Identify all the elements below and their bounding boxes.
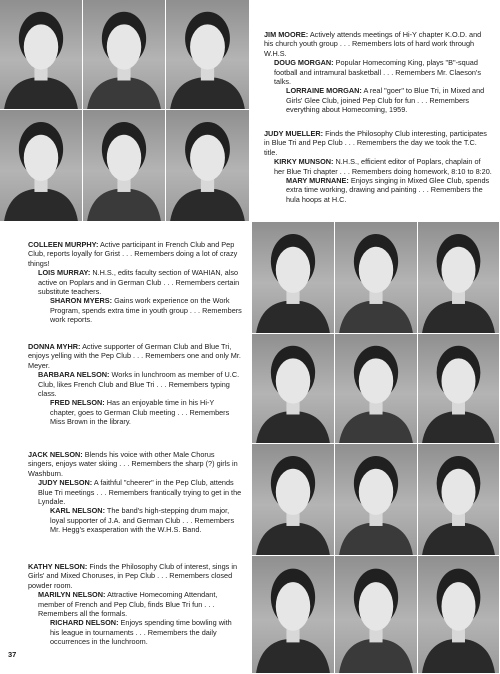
portrait-silhouette bbox=[0, 0, 82, 109]
text-block-left-2 bbox=[28, 342, 242, 427]
bio-entry: DONNA MYHR: Active supporter of German Club and Blue Tri, enjoys yelling with the Pep Club . . . Remembers one and only Mr. Meyer. bbox=[28, 342, 241, 370]
portrait-photo-12 bbox=[418, 334, 500, 444]
portrait-silhouette bbox=[335, 556, 417, 673]
page-number: 37 bbox=[8, 650, 17, 659]
portrait-silhouette bbox=[166, 110, 249, 221]
portrait-photo-3 bbox=[166, 0, 250, 110]
bio-entry: BARBARA NELSON: Works in lunchroom as member of U.C. Club, likes French Club and Blue Tri . . . Remembers typing class. bbox=[38, 370, 240, 399]
portrait-photo-5 bbox=[83, 110, 166, 222]
portrait-photo-9 bbox=[418, 222, 500, 334]
portrait-photo-2 bbox=[83, 0, 166, 110]
bio-entry: DOUG MORGAN: Popular Homecoming King, plays "B"-squad football and intramural basketball . . . Remembers Mr. Claeson's talks. bbox=[274, 58, 482, 87]
bio-entry: KATHY NELSON: Finds the Philosophy Club of interest, sings in Girls' and Mixed Choruses, in Pep Club . . . Remembers closed powder room. bbox=[28, 562, 237, 590]
portrait-photo-1 bbox=[0, 0, 83, 110]
portrait-photo-7 bbox=[252, 222, 335, 334]
portrait-silhouette bbox=[252, 334, 334, 443]
portrait-silhouette bbox=[418, 444, 499, 555]
portrait-photo-10 bbox=[252, 334, 335, 444]
portrait-silhouette bbox=[335, 444, 417, 555]
portrait-silhouette bbox=[166, 0, 249, 109]
portrait-silhouette bbox=[252, 444, 334, 555]
text-block-top-right-2 bbox=[264, 129, 492, 204]
portrait-photo-8 bbox=[335, 222, 418, 334]
bio-entry: SHARON MYERS: Gains work experience on the Work Program, spends extra time in youth group . . . Remembers work reports. bbox=[50, 296, 242, 325]
bio-entry: COLLEEN MURPHY: Active participant in French Club and Pep Club, reports loyally for Grist . . . Remembers doing a lot of crazy things! bbox=[28, 240, 238, 268]
bio-entry: LORRAINE MORGAN: A real "goer" to Blue Tri, in Mixed and Girls' Glee Club, joined Pep Club for fun . . . Remembers everything about Homecoming, 1959. bbox=[286, 86, 485, 115]
portrait-silhouette bbox=[335, 222, 417, 333]
bio-entry: KIRKY MUNSON: N.H.S., efficient editor of Poplars, chaplain of her Blue Tri chapter . . . Remembers doing homework, 8:10 to 8:20. bbox=[274, 157, 492, 176]
text-block-left-1 bbox=[28, 240, 242, 325]
portrait-photo-17 bbox=[335, 556, 418, 674]
portrait-silhouette bbox=[418, 556, 499, 673]
portrait-photo-6 bbox=[166, 110, 250, 222]
bio-entry: MARY MURNANE: Enjoys singing in Mixed Glee Club, spends extra time working, drawing and painting . . . Remembers the hula hoops at H.C. bbox=[286, 176, 490, 204]
bio-entry: MARILYN NELSON: Attractive Homecoming Attendant, member of French and Pep Club, finds Blue Tri fun . . . Remembers all the formals. bbox=[38, 590, 218, 619]
text-block-left-4 bbox=[28, 562, 242, 647]
bio-entry: JACK NELSON: Blends his voice with other Male Chorus singers, enjoys water skiing . . . Remembers the sharp (?) girls in Washburn. bbox=[28, 450, 238, 478]
portrait-photo-4 bbox=[0, 110, 83, 222]
text-block-left-3 bbox=[28, 450, 242, 535]
portrait-silhouette bbox=[0, 110, 82, 221]
portrait-photo-18 bbox=[418, 556, 500, 674]
bio-entry: FRED NELSON: Has an enjoyable time in his Hi-Y chapter, goes to German Club meeting . . . Remembers Miss Brown in the library. bbox=[50, 398, 230, 427]
portrait-silhouette bbox=[418, 222, 499, 333]
bio-entry: JUDY NELSON: A faithful "cheerer" in the Pep Club, attends Blue Tri meetings . . . Remembers frantically trying to get in the Lyndale. bbox=[38, 478, 242, 507]
portrait-photo-16 bbox=[252, 556, 335, 674]
portrait-silhouette bbox=[252, 222, 334, 333]
bio-entry: LOIS MURRAY: N.H.S., edits faculty section of WAHIAN, also active on Poplars and in German Club . . . Remembers certain substitute teachers. bbox=[38, 268, 240, 297]
portrait-photo-11 bbox=[335, 334, 418, 444]
bio-entry: JUDY MUELLER: Finds the Philosophy Club interesting, participates in Blue Tri and Pep Club . . . Remembers the day we took the T.C. title. bbox=[264, 129, 487, 157]
bio-entry: RICHARD NELSON: Enjoys spending time bowling with his league in tournaments . . . Remembers the daily occurrences in the lunchroom. bbox=[50, 618, 232, 647]
portrait-photo-15 bbox=[418, 444, 500, 556]
portrait-silhouette bbox=[252, 556, 334, 673]
portrait-photo-14 bbox=[335, 444, 418, 556]
portrait-silhouette bbox=[335, 334, 417, 443]
bio-entry: KARL NELSON: The band's high-stepping drum major, loyal supporter of J.A. and German Club . . . Remembers Mr. Hegg's exasperation with the W.H.S. Band. bbox=[50, 506, 235, 535]
text-block-top-right bbox=[264, 30, 492, 115]
portrait-silhouette bbox=[83, 0, 165, 109]
portrait-silhouette bbox=[418, 334, 499, 443]
portrait-photo-13 bbox=[252, 444, 335, 556]
bio-entry: JIM MOORE: Actively attends meetings of Hi-Y chapter K.O.D. and his church youth group . . . Remembers lots of hard work through W.H.S. bbox=[264, 30, 482, 58]
portrait-silhouette bbox=[83, 110, 165, 221]
